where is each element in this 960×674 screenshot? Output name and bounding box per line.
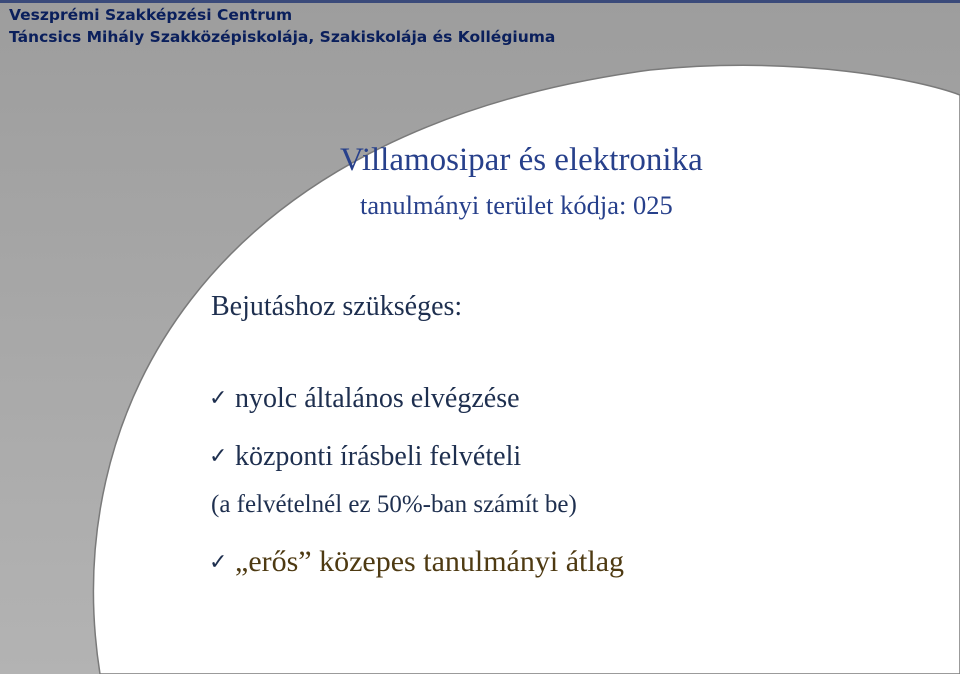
requirement-note — [211, 490, 577, 520]
requirement-text: nyolc általános elvégzése — [235, 383, 520, 414]
header-line-2: Táncsics Mihály Szakközépiskolája, Szakiskolája és Kollégiuma — [9, 28, 556, 46]
school-header — [9, 4, 555, 48]
requirement-text: „erős” közepes tanulmányi átlag — [235, 545, 625, 578]
requirement-item — [209, 382, 520, 416]
requirement-item — [209, 544, 624, 581]
checkmark-icon: ✓ — [209, 386, 228, 411]
top-border — [0, 0, 960, 3]
requirement-text: központi írásbeli felvételi — [235, 441, 522, 472]
checkmark-icon: ✓ — [209, 550, 228, 575]
requirement-item — [209, 440, 521, 474]
slide-subtitle: tanulmányi terület kódja: 025 — [360, 190, 673, 220]
requirements-heading: Bejutáshoz szükséges: — [211, 291, 463, 322]
checkmark-icon: ✓ — [209, 444, 228, 469]
slide-title: Villamosipar és elektronika — [340, 142, 703, 178]
requirement-note-text: (a felvételnél ez 50%-ban számít be) — [211, 491, 577, 518]
header-line-1: Veszprémi Szakképzési Centrum — [9, 6, 293, 24]
